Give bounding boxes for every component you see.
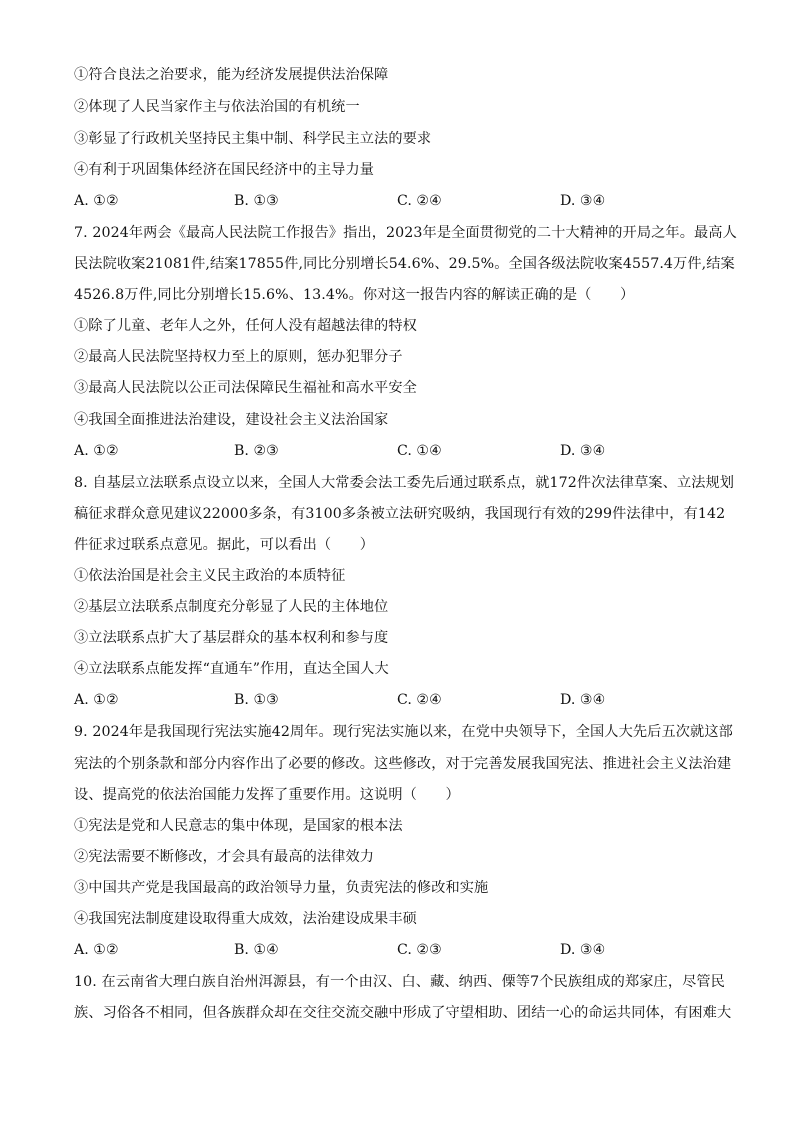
q7-option-c: C. ①④	[397, 443, 442, 459]
q9-stem-line-3: 设、提高党的依法治国能力发挥了重要作用。这说明（ ）	[74, 787, 460, 803]
q7-option-a: A. ①②	[74, 443, 119, 459]
q6-statement-2: ②体现了人民当家作主与依法治国的有机统一	[74, 99, 360, 115]
q9-statement-2: ②宪法需要不断修改，才会具有最高的法律效力	[74, 849, 375, 865]
q7-option-d: D. ③④	[560, 443, 606, 459]
q6-statement-4: ④有利于巩固集体经济在国民经济中的主导力量	[74, 162, 375, 178]
q9-option-c: C. ②③	[397, 942, 442, 958]
q8-statement-2: ②基层立法联系点制度充分彰显了人民的主体地位	[74, 599, 389, 615]
q8-option-c: C. ②④	[397, 692, 442, 708]
q7-stem-line-1: 7. 2024年两会《最高人民法院工作报告》指出，2023年是全面贯彻党的二十大精神的开局之年。最高人	[74, 225, 737, 241]
q7-statement-2: ②最高人民法院坚持权力至上的原则，惩办犯罪分子	[74, 349, 403, 365]
q9-options	[74, 940, 734, 960]
q9-stem-line-2: 宪法的个别条款和部分内容作出了必要的修改。这些修改，对于完善发展我国宪法、推进社会主义法治建	[74, 756, 732, 772]
q9-option-b: B. ①④	[234, 942, 279, 958]
q9-option-d: D. ③④	[560, 942, 606, 958]
q9-statement-4: ④我国宪法制度建设取得重大成效，法治建设成果丰硕	[74, 911, 417, 927]
q8-statement-1: ①依法治国是社会主义民主政治的本质特征	[74, 568, 346, 584]
q7-options	[74, 441, 734, 461]
q8-options	[74, 690, 734, 710]
q10-stem-line-2: 族、习俗各不相同，但各族群众却在交往交流交融中形成了守望相助、团结一心的命运共同体，有困难大	[74, 1005, 732, 1021]
q9-option-a: A. ①②	[74, 942, 119, 958]
q7-statement-1: ①除了儿童、老年人之外，任何人没有超越法律的特权	[74, 318, 417, 334]
q6-statement-3: ③彰显了行政机关坚持民主集中制、科学民主立法的要求	[74, 131, 432, 147]
q7-statement-3: ③最高人民法院以公正司法保障民生福祉和高水平安全	[74, 380, 417, 396]
q6-option-b: B. ①③	[234, 193, 279, 209]
q8-stem-line-1: 8. 自基层立法联系点设立以来，全国人大常委会法工委先后通过联系点，就172件次法律草案、立法规划	[74, 475, 735, 491]
q6-option-c: C. ②④	[397, 193, 442, 209]
q8-option-a: A. ①②	[74, 692, 119, 708]
q9-stem-line-1: 9. 2024年是我国现行宪法实施42周年。现行宪法实施以来，在党中央领导下，全国人大先后五次就这部	[74, 724, 733, 740]
q8-stem-line-2: 稿征求群众意见建议22000多条，有3100多条被立法研究吸纳，我国现行有效的299件法律中，有142	[74, 506, 726, 522]
q8-stem-line-3: 件征求过联系点意见。据此，可以看出（ ）	[74, 537, 375, 553]
q8-statement-3: ③立法联系点扩大了基层群众的基本权利和参与度	[74, 630, 389, 646]
q7-stem-line-3: 4526.8万件,同比分别增长15.6%、13.4%。你对这一报告内容的解读正确的是（ ）	[74, 287, 635, 303]
q6-statement-1: ①符合良法之治要求，能为经济发展提供法治保障	[74, 67, 389, 83]
q8-option-d: D. ③④	[560, 692, 606, 708]
q8-option-b: B. ①③	[234, 692, 279, 708]
q8-statement-4: ④立法联系点能发挥“直通车”作用，直达全国人大	[74, 661, 389, 677]
q7-stem-line-2: 民法院收案21081件,结案17855件,同比分别增长54.6%、29.5%。全国各级法院收案4557.4万件,结案	[74, 256, 735, 272]
q7-option-b: B. ②③	[234, 443, 279, 459]
q9-statement-1: ①宪法是党和人民意志的集中体现，是国家的根本法	[74, 818, 403, 834]
q7-statement-4: ④我国全面推进法治建设，建设社会主义法治国家	[74, 412, 389, 428]
q6-option-d: D. ③④	[560, 193, 606, 209]
q6-option-a: A. ①②	[74, 193, 119, 209]
q9-statement-3: ③中国共产党是我国最高的政治领导力量，负责宪法的修改和实施	[74, 880, 489, 896]
q10-stem-line-1: 10. 在云南省大理白族自治州洱源县，有一个由汉、白、藏、纳西、傈等7个民族组成的郑家庄，尽管民	[74, 974, 725, 990]
q6-options	[74, 191, 734, 211]
